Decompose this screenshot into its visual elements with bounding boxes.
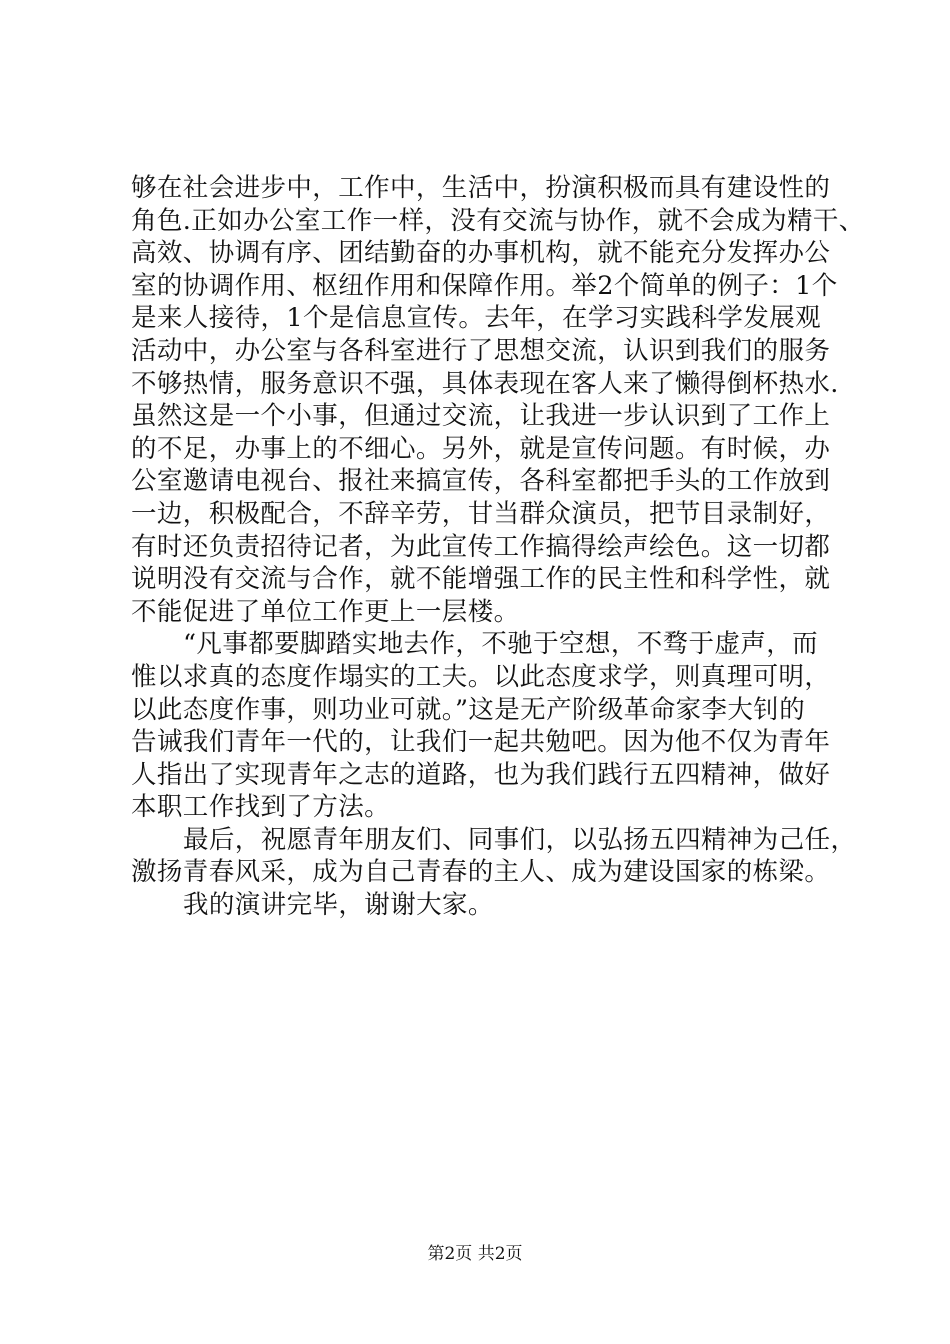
text-line: “凡事都要脚踏实地去作，不驰于空想，不骛于虚声，而 [183, 629, 819, 660]
text-line: 不能促进了单位工作更上一层楼。 [131, 596, 520, 627]
text-line: 室的协调作用、枢纽作用和保障作用。举2个简单的例子：1个 [131, 270, 838, 301]
text-line: 本职工作找到了方法。 [131, 792, 391, 823]
text-line: 够在社会进步中，工作中，生活中，扮演积极而具有建设性的 [131, 173, 831, 203]
paragraph-2 [131, 628, 831, 824]
page-number-footer: 第2页 共2页 [427, 1244, 523, 1264]
text-line: 激扬青春风采，成为自己青春的主人、成为建设国家的栋梁。 [131, 857, 831, 888]
text-line: 有时还负责招待记者，为此宣传工作搞得绘声绘色。这一切都 [131, 531, 831, 562]
paragraph-1 [131, 172, 865, 628]
text-line: 告诫我们青年一代的，让我们一起共勉吧。因为他不仅为青年 [131, 727, 831, 758]
text-line: 最后，祝愿青年朋友们、同事们，以弘扬五四精神为己任， [183, 824, 857, 855]
paragraph-4 [131, 889, 831, 922]
text-line: 高效、协调有序、团结勤奋的办事机构，就不能充分发挥办公 [131, 238, 831, 269]
text-line: 角色.正如办公室工作一样，没有交流与协作，就不会成为精干、 [131, 205, 865, 236]
text-line: 以此态度作事，则功业可就。”这是无产阶级革命家李大钊的 [131, 694, 806, 725]
text-line: 人指出了实现青年之志的道路，也为我们践行五四精神，做好 [131, 759, 831, 790]
text-line: 的不足，办事上的不细心。另外，就是宣传问题。有时候，办 [131, 433, 831, 464]
text-line: 不够热情，服务意识不强，具体表现在客人来了懒得倒杯热水. [131, 368, 839, 399]
paragraph-3 [131, 824, 857, 889]
text-line: 活动中，办公室与各科室进行了思想交流，认识到我们的服务 [131, 335, 831, 366]
text-line: 是来人接待，1个是信息宣传。去年，在学习实践科学发展观 [131, 303, 822, 334]
text-line: 说明没有交流与合作，就不能增强工作的民主性和科学性，就 [131, 564, 831, 595]
text-line: 惟以求真的态度作塌实的工夫。以此态度求学，则真理可明， [131, 661, 831, 692]
text-line: 虽然这是一个小事，但通过交流，让我进一步认识到了工作上 [131, 401, 831, 432]
text-line: 我的演讲完毕，谢谢大家。 [183, 890, 494, 921]
text-line: 一边，积极配合，不辞辛劳，甘当群众演员，把节目录制好， [131, 498, 831, 529]
document-body [131, 172, 865, 922]
text-line: 公室邀请电视台、报社来搞宣传，各科室都把手头的工作放到 [131, 466, 831, 497]
